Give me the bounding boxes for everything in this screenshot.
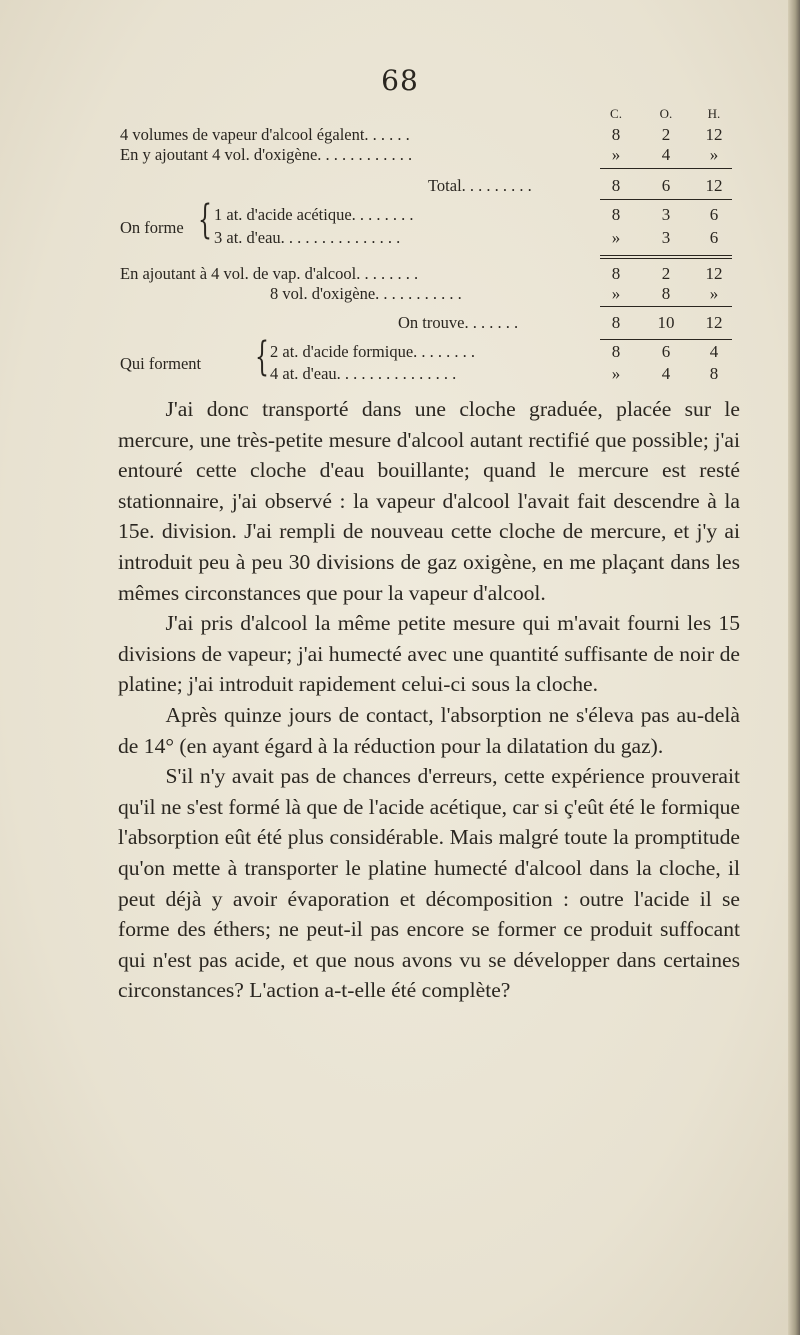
table-cell-h: 12 bbox=[705, 264, 723, 283]
table-rule bbox=[600, 306, 732, 307]
table-row-label: En ajoutant à 4 vol. de vap. d'alcool. . . . . . . . bbox=[120, 264, 419, 283]
table-cell-c: 8 bbox=[611, 205, 621, 224]
composition-table bbox=[0, 0, 800, 400]
table-row-label: Total. . . . . . . . . bbox=[428, 176, 532, 195]
column-header-carbon: C. bbox=[610, 106, 622, 121]
table-rule bbox=[600, 199, 732, 200]
table-cell-h: 8 bbox=[709, 364, 719, 383]
table-cell-o: 3 bbox=[661, 205, 671, 224]
column-header-oxygen: O. bbox=[659, 106, 673, 121]
table-cell-h: 12 bbox=[705, 125, 723, 144]
table-cell-c: 8 bbox=[611, 313, 621, 332]
table-row-label: 8 vol. d'oxigène. . . . . . . . . . . bbox=[270, 284, 462, 303]
left-brace: { bbox=[255, 334, 269, 380]
table-row-label: 1 at. d'acide acétique. . . . . . . . bbox=[214, 205, 414, 224]
table-cell-o: 6 bbox=[661, 176, 671, 195]
left-brace: { bbox=[198, 197, 212, 243]
table-cell-c: 8 bbox=[611, 125, 621, 144]
paragraph: J'ai pris d'alcool la même petite mesure qui m'avait fourni les 15 divisions de vapeur; j'ai humecté avec une quantité suffisante de noir de platine; j'ai introduit rapidement celui-ci sous la cloche. bbox=[118, 611, 740, 697]
table-rule bbox=[600, 258, 732, 259]
paragraph: S'il n'y avait pas de chances d'erreurs, cette expérience prouverait qu'il ne s'est formé là que de l'acide acétique, car si ç'eût été le formique l'absorption eût été plus considérable. Mais malgré toute la promptitude qu'on mette à transporter le platine humecté d'alcool dans la cloche, il peut déjà y avoir évaporation et décomposition : outre l'acide il se forme des éthers; ne peut-il pas encore se former ce produit suffocant qui n'est pas acide, et que nous avons vu se développer dans certaines circonstances? L'action a-t-elle été complète? bbox=[118, 764, 740, 1003]
paragraph: J'ai donc transporté dans une cloche graduée, placée sur le mercure, une très-petite mesure d'alcool autant rectifié que possible; j'ai entouré cette cloche d'eau bouillante; quand le mercure est resté stationnaire, j'ai observé : la vapeur d'alcool l'avait fait descendre à la 15e. division. J'ai rempli de nouveau cette cloche de mercure, et j'y ai introduit peu à peu 30 divisions de gaz oxigène, en me plaçant dans les mêmes circonstances que pour la vapeur d'alcool. bbox=[118, 397, 740, 605]
table-row-label: 2 at. d'acide formique. . . . . . . . bbox=[270, 342, 476, 361]
table-row-label: 3 at. d'eau. . . . . . . . . . . . . . . bbox=[214, 228, 401, 247]
table-row-label: 4 at. d'eau. . . . . . . . . . . . . . . bbox=[270, 364, 457, 383]
table-row-label: 4 volumes de vapeur d'alcool égalent. . . . . . bbox=[120, 125, 410, 144]
table-cell-o: 10 bbox=[657, 313, 675, 332]
table-cell-h: 6 bbox=[709, 205, 719, 224]
body-text bbox=[118, 394, 740, 1006]
table-cell-h: 4 bbox=[709, 342, 719, 361]
table-cell-c: 8 bbox=[611, 176, 621, 195]
paragraph: Après quinze jours de contact, l'absorption ne s'éleva pas au-delà de 14° (en ayant égard à la réduction pour la dilatation du gaz). bbox=[118, 702, 740, 758]
table-cell-o: 3 bbox=[661, 228, 671, 247]
table-cell-o: 4 bbox=[661, 145, 671, 164]
table-cell-c: » bbox=[611, 228, 621, 247]
table-cell-o: 6 bbox=[661, 342, 671, 361]
table-cell-o: 2 bbox=[661, 264, 671, 283]
table-row-label: En y ajoutant 4 vol. d'oxigène. . . . . . . . . . . . bbox=[120, 145, 413, 164]
table-row-label: On trouve. . . . . . . bbox=[398, 313, 519, 332]
column-header-hydrogen: H. bbox=[707, 106, 721, 121]
page-number: 68 bbox=[381, 64, 419, 97]
table-cell-c: 8 bbox=[611, 342, 621, 361]
table-cell-c: » bbox=[611, 145, 621, 164]
table-rule bbox=[600, 255, 732, 256]
table-cell-h: 12 bbox=[705, 176, 723, 195]
table-cell-h: » bbox=[709, 145, 719, 164]
table-cell-o: 4 bbox=[661, 364, 671, 383]
table-cell-o: 8 bbox=[661, 284, 671, 303]
table-cell-h: » bbox=[709, 284, 719, 303]
table-cell-h: 12 bbox=[705, 313, 723, 332]
table-rule bbox=[600, 168, 732, 169]
table-cell-o: 2 bbox=[661, 125, 671, 144]
table-cell-h: 6 bbox=[709, 228, 719, 247]
table-cell-c: » bbox=[611, 284, 621, 303]
on-forme-label: On forme bbox=[120, 218, 184, 237]
qui-forment-label: Qui forment bbox=[120, 354, 202, 373]
table-cell-c: 8 bbox=[611, 264, 621, 283]
table-rule bbox=[600, 339, 732, 340]
table-cell-c: » bbox=[611, 364, 621, 383]
